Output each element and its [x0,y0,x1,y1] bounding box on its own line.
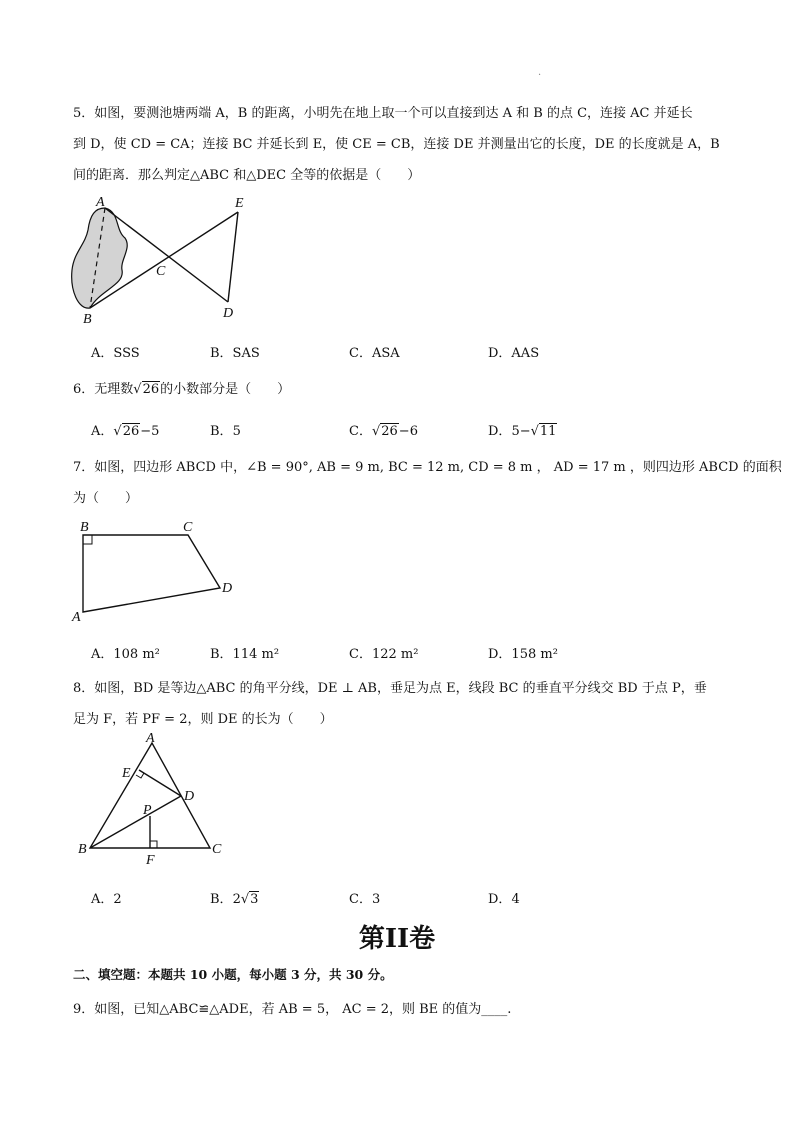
q8-option-b[interactable]: B．2√3 [210,892,259,907]
q8-figure [70,730,240,870]
option-value: 2 [232,892,241,907]
q5-line-1: 5．如图，要测池塘两端 A，B 的距离，小明先在地上取一个可以直接到达 A 和 B 的点 C，连接 AC 并延长 [73,106,693,121]
option-prefix: B． [210,892,233,907]
q6-text-post: 的小数部分是（ ） [160,382,291,397]
header-mark: · [538,70,542,81]
label-b: B [83,312,92,327]
label-c: C [156,264,166,279]
q6-text-pre: 6．无理数 [73,382,134,397]
right-angle-mark-e [136,773,144,778]
option-radicand: 26 [381,424,398,439]
label-a: A [146,731,155,746]
label-p: P [143,803,152,818]
option-post: −6 [398,424,418,439]
label-d: D [223,306,234,321]
label-d: D [184,789,195,804]
pond-shape [72,208,128,308]
q8-option-a[interactable] [91,888,122,907]
option-pre: 5− [511,424,531,439]
option-prefix: A． [91,424,114,439]
label-d: D [222,581,233,596]
q5-line-3: 间的距离．那么判定△ABC 和△DEC 全等的依据是（ ） [73,168,421,183]
quadrilateral-abcd [83,535,220,612]
option-radicand: 3 [250,892,259,907]
q7-line-2: 为（ ） [73,491,139,506]
q5-option-b[interactable]: B．SAS [210,346,260,361]
label-c: C [212,842,222,857]
right-angle-mark [83,535,92,544]
option-prefix: B． [210,424,233,439]
label-f: F [146,853,155,868]
section-subtitle: 二、填空题：本题共 10 小题，每小题 3 分，共 30 分。 [73,967,393,982]
q7-option-a[interactable]: A．108 m² [91,647,160,662]
option-radicand: 26 [122,424,140,439]
option-prefix: D． [488,424,512,439]
label-e: E [122,766,131,781]
label-e: E [235,196,244,211]
option-prefix: D． [488,892,512,907]
option-prefix: C． [349,424,372,439]
label-b: B [80,520,89,535]
line-bd [90,796,181,848]
q6-option-b[interactable] [210,420,241,439]
q7-option-c[interactable]: C．122 m² [349,647,419,662]
label-c: C [183,520,193,535]
option-radicand: 11 [539,424,557,439]
q5-option-d[interactable]: D．AAS [488,346,540,361]
q6-option-d[interactable]: D．5−√11 [488,424,557,439]
section-title: 第II卷 [358,924,436,954]
q6-line-1: 6．无理数√26的小数部分是（ ） [73,382,291,397]
option-post: 5 [232,424,241,439]
q8-line-2: 足为 F，若 PF = 2，则 DE 的长为（ ） [73,712,333,727]
q7-option-d[interactable]: D．158 m² [488,647,558,662]
q5-figure [60,190,270,330]
line-de [228,212,238,302]
option-post: −5 [140,424,160,439]
q6-option-c[interactable]: C．√26−6 [349,424,418,439]
right-angle-mark-f [150,841,157,848]
label-a: A [96,195,105,210]
q6-option-a[interactable]: A．√26−5 [91,424,160,439]
q9-line-1: 9．如图，已知△ABC≌△ADE，若 AB = 5， AC = 2，则 BE 的值为____. [73,1002,512,1017]
q8-option-d[interactable] [488,888,520,907]
q8-option-c[interactable] [349,888,380,907]
option-value: 3 [371,892,381,907]
option-prefix: C． [349,892,372,907]
label-b: B [78,842,87,857]
option-prefix: A． [91,892,114,907]
q8-line-1: 8．如图，BD 是等边△ABC 的角平分线，DE ⊥ AB，垂足为点 E，线段 BC 的垂直平分线交 BD 于点 P，垂 [73,681,707,696]
q7-figure [60,515,250,630]
q7-line-1: 7．如图，四边形 ABCD 中，∠B = 90°, AB = 9 m, BC = 12 m, CD = 8 m ， AD = 17 m ，则四边形 ABCD 的面积 [73,460,782,475]
label-a: A [72,610,81,625]
q7-option-b[interactable]: B．114 m² [210,647,280,662]
q5-option-c[interactable]: C．ASA [349,346,400,361]
q5-option-a[interactable]: A．SSS [91,346,140,361]
q5-line-2: 到 D，使 CD = CA；连接 BC 并延长到 E，使 CE = CB，连接 DE 并测量出它的长度，DE 的长度就是 A，B [73,137,720,152]
option-value: 2 [113,892,122,907]
q6-radicand: 26 [142,382,160,397]
option-value: 4 [511,892,520,907]
